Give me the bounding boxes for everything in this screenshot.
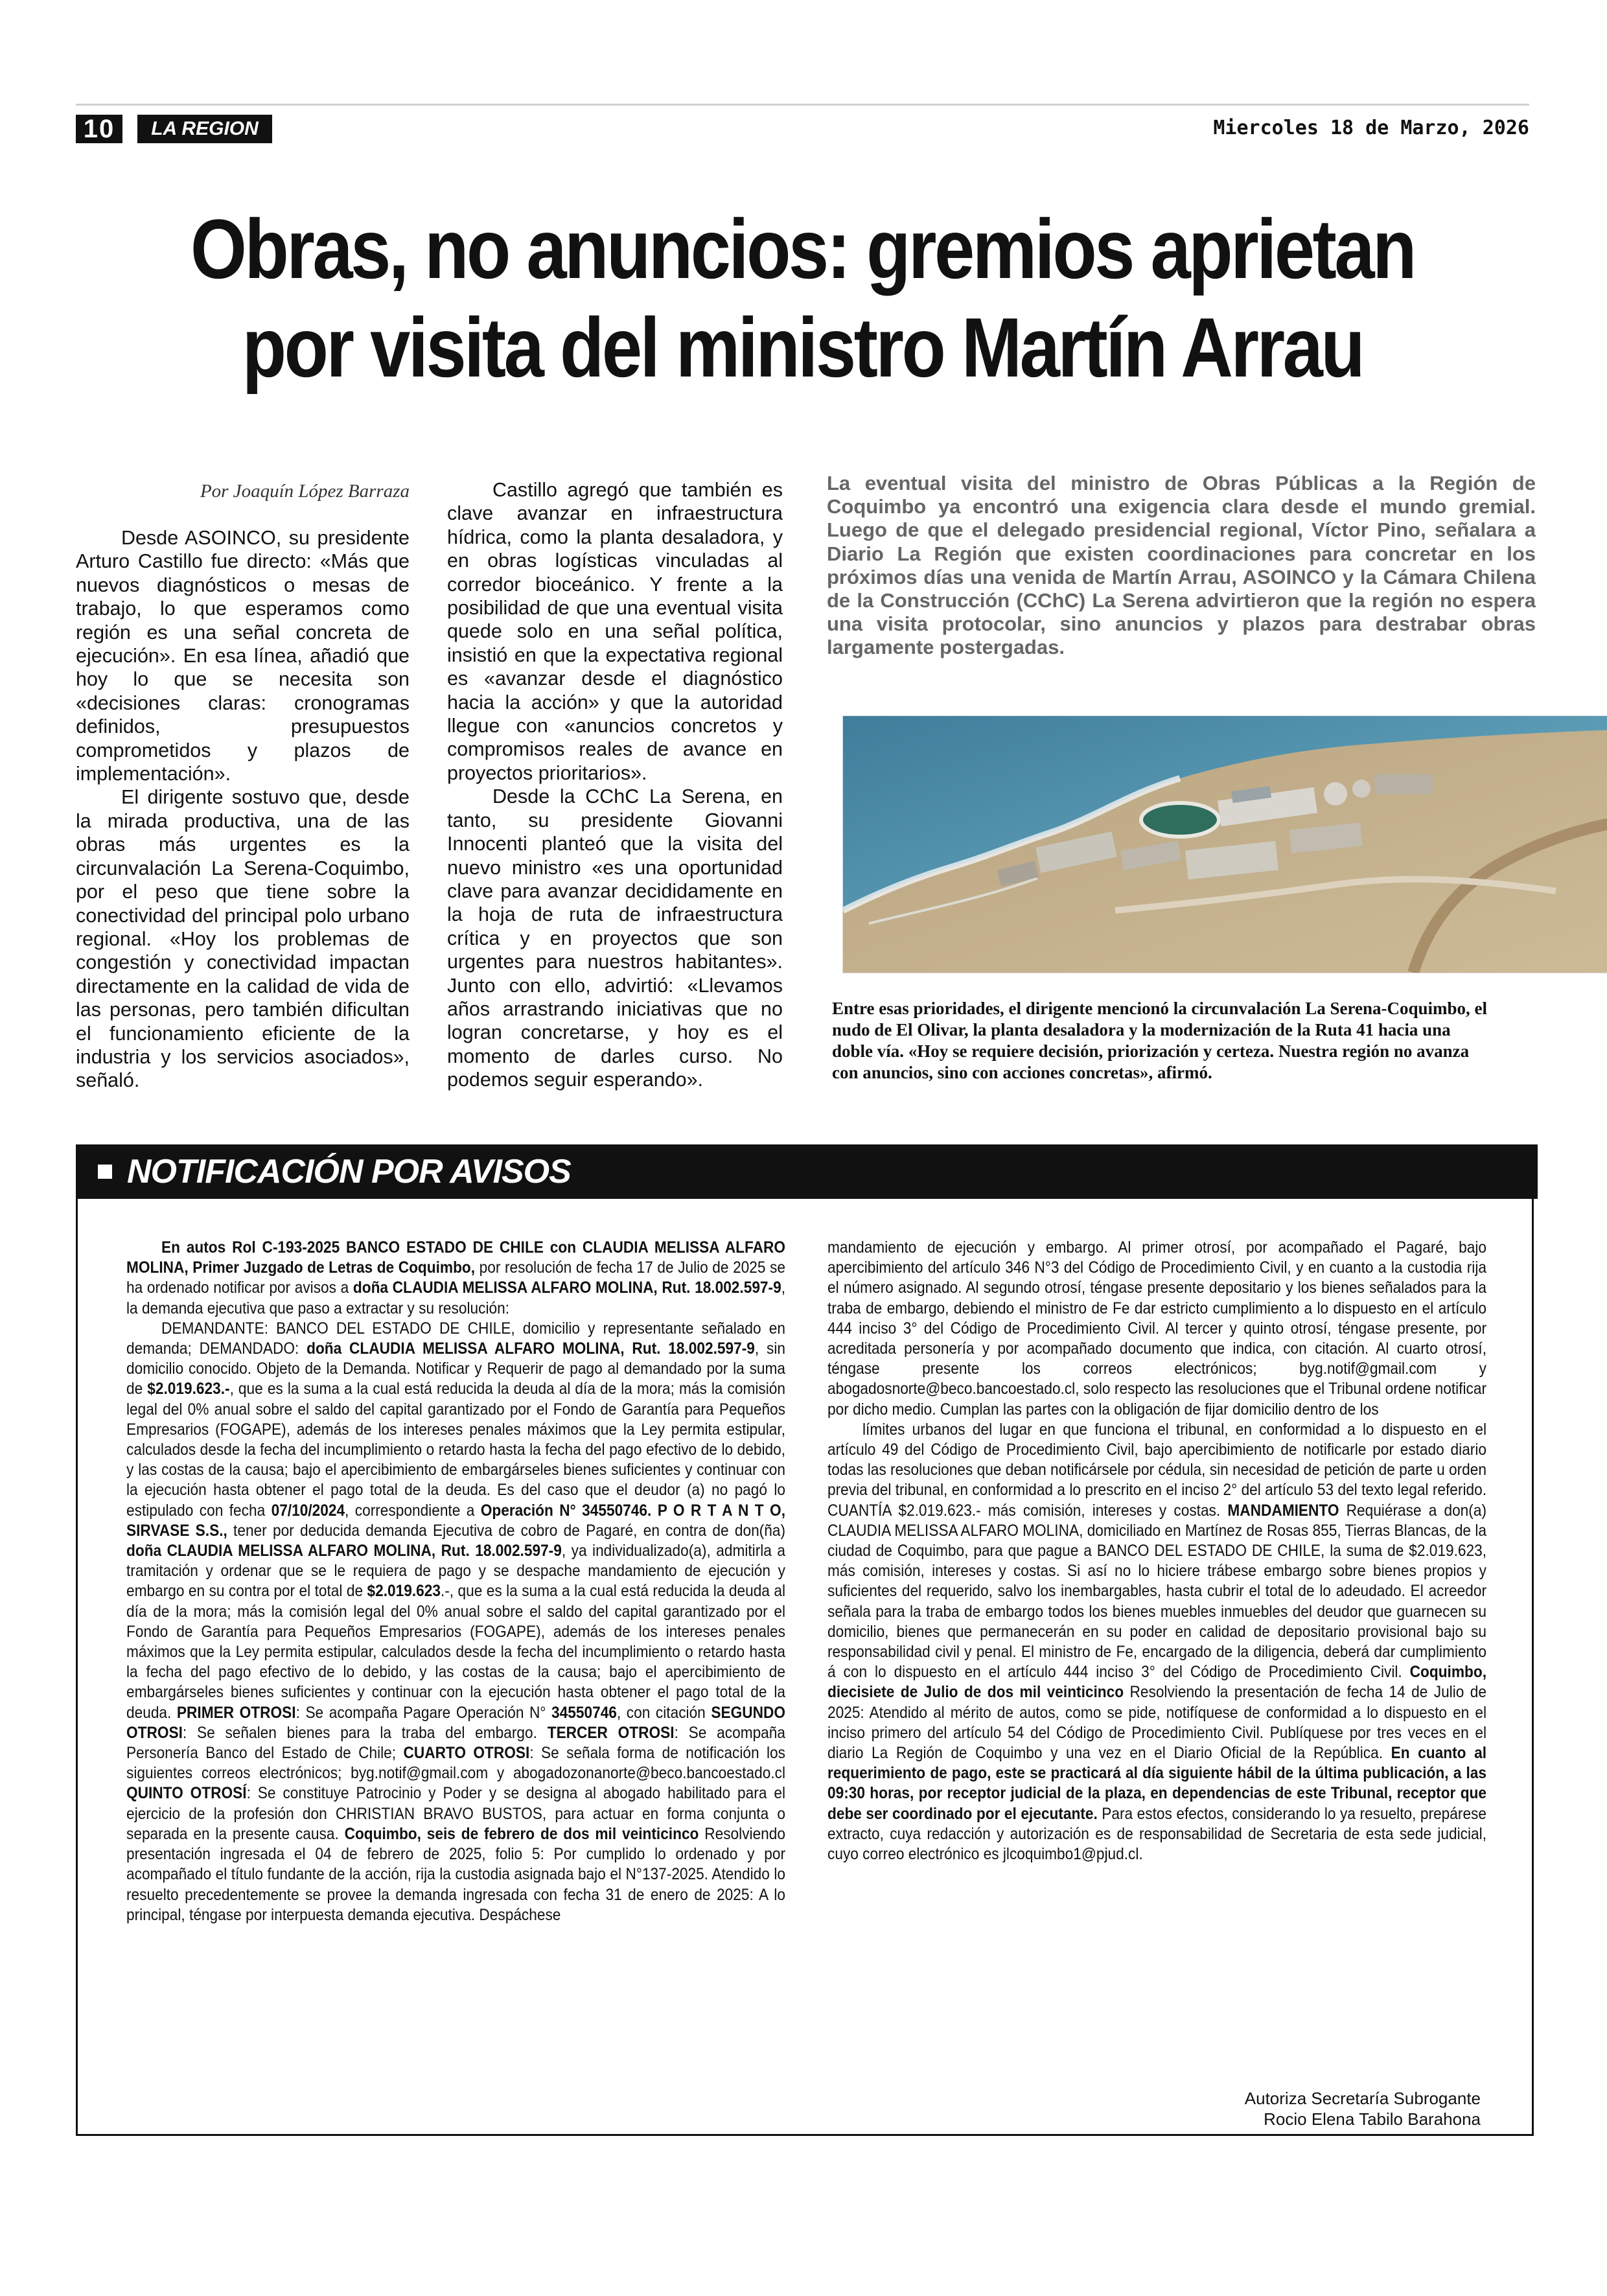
notice-column-2	[827, 1238, 1486, 1864]
notice-column-1	[126, 1238, 785, 1925]
headline-line-1: Obras, no anuncios: gremios aprietan	[190, 202, 1415, 296]
article-photo	[842, 715, 1607, 973]
article-lead: La eventual visita del ministro de Obras Públicas a la Región de Coquimbo ya encontró una exigencia clara desde el mundo gremial. Luego de que el delegado presidencial regional, Víctor Pino, señalara a Diario La Región que existen coordinaciones para concretar en los próximos días una venida de Martín Arrau, ASOINCO y la Cámara Chilena de la Construcción (CChC) La Serena advirtieron que la región no espera una visita protocolar, sino anuncios y plazos para destrabar obras largamente postergadas.	[827, 472, 1536, 659]
notice-paragraph: En autos Rol C-193-2025 BANCO ESTADO DE CHILE con CLAUDIA MELISSA ALFARO MOLINA, Primer Juzgado de Letras de Coquimbo, por resolución de fecha 17 de Julio de 2025 se ha ordenado notificar por avisos a doña CLAUDIA MELISSA ALFARO MOLINA, Rut. 18.002.597-9, la demanda ejecutiva que paso a extractar y su resolución:	[126, 1238, 785, 1317]
notice-paragraph: mandamiento de ejecución y embargo. Al primer otrosí, por acompañado el Pagaré, bajo apercibimiento del artículo 346 N°3 del Código de Procedimiento Civil, y en cuanto a la custodia rija el número asignado. Al segundo otrosí, téngase presente depositario y los bienes señalados para la traba de embargo, debiendo el ministro de Fe dar estricto cumplimiento a lo dispuesto en el artículo 444 inciso 3° del Código de Procedimiento Civil. Al tercer y quinto otrosí, téngase presente, por acreditada personería y por acompañado documento que indica, con citación. Al cuarto otrosí, téngase presente los correos electrónicos; byg.notif@gmail.com y abogadosnorte@beco.bancoestado.cl, solo respecto las resoluciones que el Tribunal ordene notificar por dicho medio. Cumplan las partes con la obligación de fijar domicilio dentro de los	[827, 1238, 1486, 1419]
headline-line-2: por visita del ministro Martín Arrau	[242, 300, 1363, 395]
notice-title: NOTIFICACIÓN POR AVISOS	[127, 1153, 571, 1190]
notice-paragraph: límites urbanos del lugar en que funciona el tribunal, en conformidad a lo dispuesto en el artículo 49 del Código de Procedimiento Civil, bajo apercibimiento de notificarle por estado diario todas las resoluciones que deban notificársele por cédula, sin necesidad de petición de parte u orden previa del tribunal, en conformidad a lo prescrito en el inciso 2° del artículo 53 del texto legal referido. CUANTÍA $2.019.623.- más comisión, intereses y costas. MANDAMIENTO Requiérase a don(a) CLAUDIA MELISSA ALFARO MOLINA, domiciliado en Martínez de Rosas 855, Tierras Blancas, de la ciudad de Coquimbo, para que pague a BANCO DEL ESTADO DE CHILE, la suma de $2.019.623, más comisión, intereses y costas. Si así no lo hiciere trábese embargo sobre bienes propios y suficientes del requerido, salvo los inembargables, hasta cubrir el total de lo adeudado. El acreedor señala para la traba de embargo todos los bienes muebles inmuebles del deudor que guarnecen su domicilio, bienes que permanecerán en su poder en calidad de depositario provisional bajo su responsabilidad civil y penal. El ministro de Fe, encargado de la diligencia, deberá dar cumplimiento á con lo dispuesto en el artículo 444 inciso 3° del Código de Procedimiento Civil. Coquimbo, diecisiete de Julio de dos mil veinticinco Resolviendo la presentación de fecha 14 de Julio de 2025: Atendido al mérito de autos, como se pide, notifíquese de conformidad a lo dispuesto en el inciso primero del artículo 54 del Código de Procedimiento Civil. Publíquese por tres veces en el diario La Región de Coquimbo y una vez en el Diario Oficial de la República. En cuanto al requerimiento de pago, este se practicará al día siguiente hábil de la última publicación, a las 09:30 horas, por receptor judicial de la plaza, en dependencias de este Tribunal, receptor que debe ser coordinado por el ejecutante. Para estos efectos, considerando lo ya resuelto, prepárese extracto, cuya redacción y autorización es de responsabilidad de Secretaria de esta sede judicial, cuyo correo electrónico es jlcoquimbo1@pjud.cl.	[827, 1420, 1487, 1864]
article-column-2	[447, 478, 783, 1092]
section-label: LA REGION	[137, 115, 272, 143]
header-rule	[76, 104, 1529, 106]
article-column-1	[76, 526, 410, 1093]
article-paragraph: Castillo agregó que también es clave avanzar en infraestructura hídrica, como la planta desaladora, y en obras logísticas vinculadas al corredor bioceánico. Y frente a la posibilidad de que una eventual visita quede solo en una señal política, insistió en que la expectativa regional es «avanzar desde el diagnóstico hacia la acción» y que la autoridad llegue con «anuncios concretos y compromisos reales de avance en proyectos prioritarios».	[447, 479, 783, 784]
notice-signature	[1102, 2088, 1481, 2129]
square-bullet-icon	[98, 1165, 112, 1179]
notice-paragraph: DEMANDANTE: BANCO DEL ESTADO DE CHILE, domicilio y representante señalado en demanda; DEMANDADO: doña CLAUDIA MELISSA ALFARO MOLINA, Rut. 18.002.597-9, sin domicilio conocido. Objeto de la Demanda. Notificar y Requerir de pago al demandado por la suma de $2.019.623.-, que es la suma a la cual está reducida la deuda al día de la mora; más la comisión legal del 0% anual sobre el saldo del capital garantizado por el Fondo de Garantía para Pequeños Empresarios (FOGAPE), además de los intereses penales máximos que la Ley permita estipular, calculados desde la fecha del incumplimiento o retardo hasta la fecha del pago efectivo de lo debido, y las costas de la causa; bajo el apercibimiento de embargárseles bienes suficientes y continuar con la ejecución hasta obtener el pago total de la deuda. Es del caso que el deudor (a) no pagó lo estipulado con fecha 07/10/2024, correspondiente a Operación N° 34550746. P O R T A N T O, SIRVASE S.S., tener por deducida demanda Ejecutiva de cobro de Pagaré, en contra de don(ña) doña CLAUDIA MELISSA ALFARO MOLINA, Rut. 18.002.597-9, ya individualizado(a), admitirla a tramitación y ordenar que se le requiera de pago y se despache mandamiento de ejecución y embargo en su contra por el total de $2.019.623.-, que es la suma a la cual está reducida la deuda al día de la mora; más la comisión legal del 0% anual sobre el saldo del capital garantizado por el Fondo de Garantía para Pequeños Empresarios (FOGAPE), además de los intereses penales máximos que la Ley permita estipular, calculados desde la fecha del incumplimiento o retardo hasta la fecha del pago efectivo de lo debido, y las costas de la causa; bajo el apercibimiento de embargárseles bienes suficientes y continuar con la ejecución hasta obtener el pago total de la deuda. PRIMER OTROSI: Se acompaña Pagare Operación N° 34550746, con citación SEGUNDO OTROSI: Se señalen bienes para la traba del embargo. TERCER OTROSI: Se acompaña Personería Banco del Estado de Chile; CUARTO OTROSI: Se señala forma de notificación los siguientes correos electrónicos; byg.notif@gmail.com y abogadozonanorte@beco.bancoestado.cl QUINTO OTROSÍ: Se constituye Patrocinio y Poder y se designa al abogado habilitado para el ejercicio de la profesión don CHRISTIAN BRAVO BUSTOS, para actuar en forma conjunta o separada en la presente causa. Coquimbo, seis de febrero de dos mil veinticinco Resolviendo presentación ingresada el 04 de febrero de 2025, folio 5: Por cumplido lo ordenado y por acompañado el título fundante de la acción, rija la custodia asignada bajo el N°137-2025. Atendido lo resuelto precedentemente se provee la demanda ingresada con fecha 31 de enero de 2025: A lo principal, téngase por interpuesta demanda ejecutiva. Despáchese	[126, 1319, 786, 1924]
desalination-plant-image	[843, 716, 1607, 973]
signature-line-1: Autoriza Secretaría Subrogante	[1244, 2089, 1481, 2108]
headline	[178, 200, 1428, 397]
article-paragraph: El dirigente sostuvo que, desde la mirada productiva, una de las obras más urgentes es la circunvalación La Serena-Coquimbo, por el peso que tiene sobre la conectividad del principal polo urbano regional. «Hoy los problemas de congestión y conectividad impactan directamente en la calidad de vida de las personas, pero también dificultan el funcionamiento eficiente de la industria y los servicios asociados», señaló.	[76, 786, 410, 1092]
page-number: 10	[76, 115, 122, 143]
byline: Por Joaquín López Barraza	[200, 481, 410, 502]
photo-caption: Entre esas prioridades, el dirigente mencionó la circunvalación La Serena-Coquimbo, el nudo de El Olivar, la planta desaladora y la modernización de la Ruta 41 hacia una doble vía. «Hoy se requiere decisión, priorización y certeza. Nuestra región no avanza con anuncios, sino con acciones concretas», afirmó.	[832, 999, 1487, 1082]
article-paragraph: Desde la CChC La Serena, en tanto, su presidente Giovanni Innocenti planteó que la visita del nuevo ministro «es una oportunidad clave para avanzar decididamente en la hoja de ruta de infraestructura crítica y en proyectos que son urgentes para nuestros habitantes». Junto con ello, advirtió: «Llevamos años arrastrando iniciativas que no logran concretarse, y hoy es el momento de darles curso. No podemos seguir esperando».	[447, 785, 783, 1091]
signature-line-2: Rocio Elena Tabilo Barahona	[1264, 2109, 1481, 2129]
article-paragraph: Desde ASOINCO, su presidente Arturo Castillo fue directo: «Más que nuevos diagnósticos o mesas de trabajo, lo que esperamos como región es una señal concreta de ejecución». En esa línea, añadió que hoy lo que se necesita son «decisiones claras: cronogramas definidos, presupuestos comprometidos y plazos de implementación».	[76, 527, 410, 785]
issue-date: Miercoles 18 de Marzo, 2026	[1213, 117, 1529, 139]
